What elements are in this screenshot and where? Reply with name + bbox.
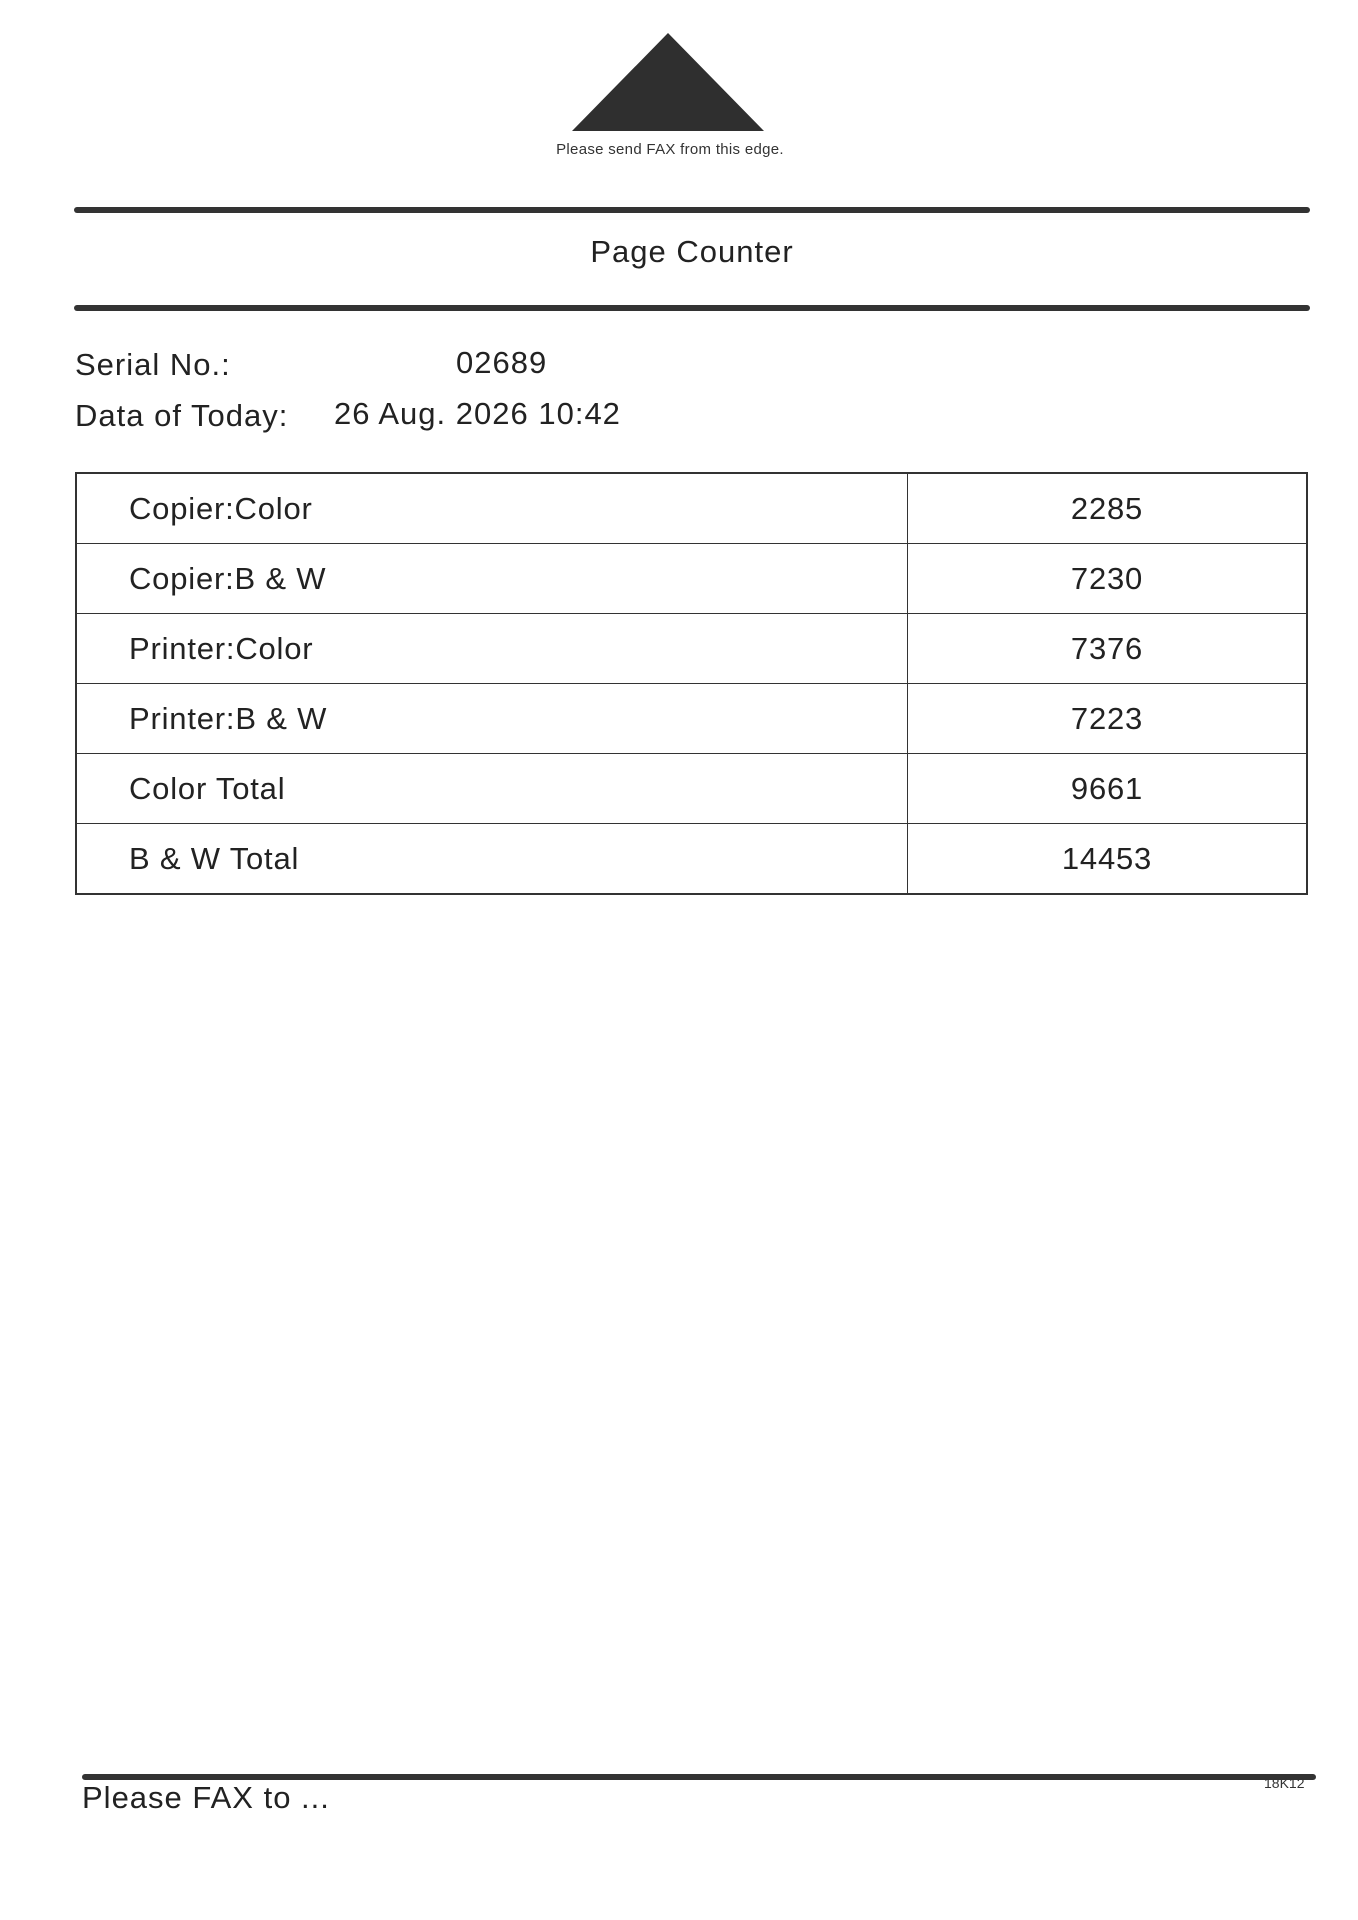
counter-value: 14453 — [908, 824, 1308, 895]
table-row — [76, 824, 1307, 895]
counter-label: Color Total — [76, 754, 908, 824]
header-bottom-rule — [74, 305, 1310, 311]
date-label: Data of Today: — [75, 398, 289, 433]
fax-edge-note: Please send FAX from this edge. — [556, 141, 784, 158]
fax-direction-arrow-icon — [572, 33, 764, 131]
counter-label: B & W Total — [76, 824, 908, 895]
serial-value: 02689 — [456, 345, 548, 380]
serial-label: Serial No.: — [75, 347, 231, 382]
page-title: Page Counter — [590, 234, 794, 269]
table-row — [76, 544, 1307, 614]
table-row — [76, 473, 1307, 544]
header-top-rule — [74, 207, 1310, 213]
table-row — [76, 754, 1307, 824]
counter-label: Printer:B & W — [76, 684, 908, 754]
counter-value: 2285 — [908, 473, 1308, 544]
form-code: 18K12 — [1264, 1775, 1305, 1791]
counter-value: 7230 — [908, 544, 1308, 614]
counter-label: Copier:B & W — [76, 544, 908, 614]
table-row — [76, 684, 1307, 754]
counter-value: 7223 — [908, 684, 1308, 754]
table-row — [76, 614, 1307, 684]
counter-value: 9661 — [908, 754, 1308, 824]
counter-label: Printer:Color — [76, 614, 908, 684]
counter-label: Copier:Color — [76, 473, 908, 544]
fax-to-text: Please FAX to ... — [82, 1780, 330, 1815]
counter-value: 7376 — [908, 614, 1308, 684]
date-value: 26 Aug. 2026 10:42 — [334, 396, 621, 431]
counter-table — [75, 472, 1308, 895]
